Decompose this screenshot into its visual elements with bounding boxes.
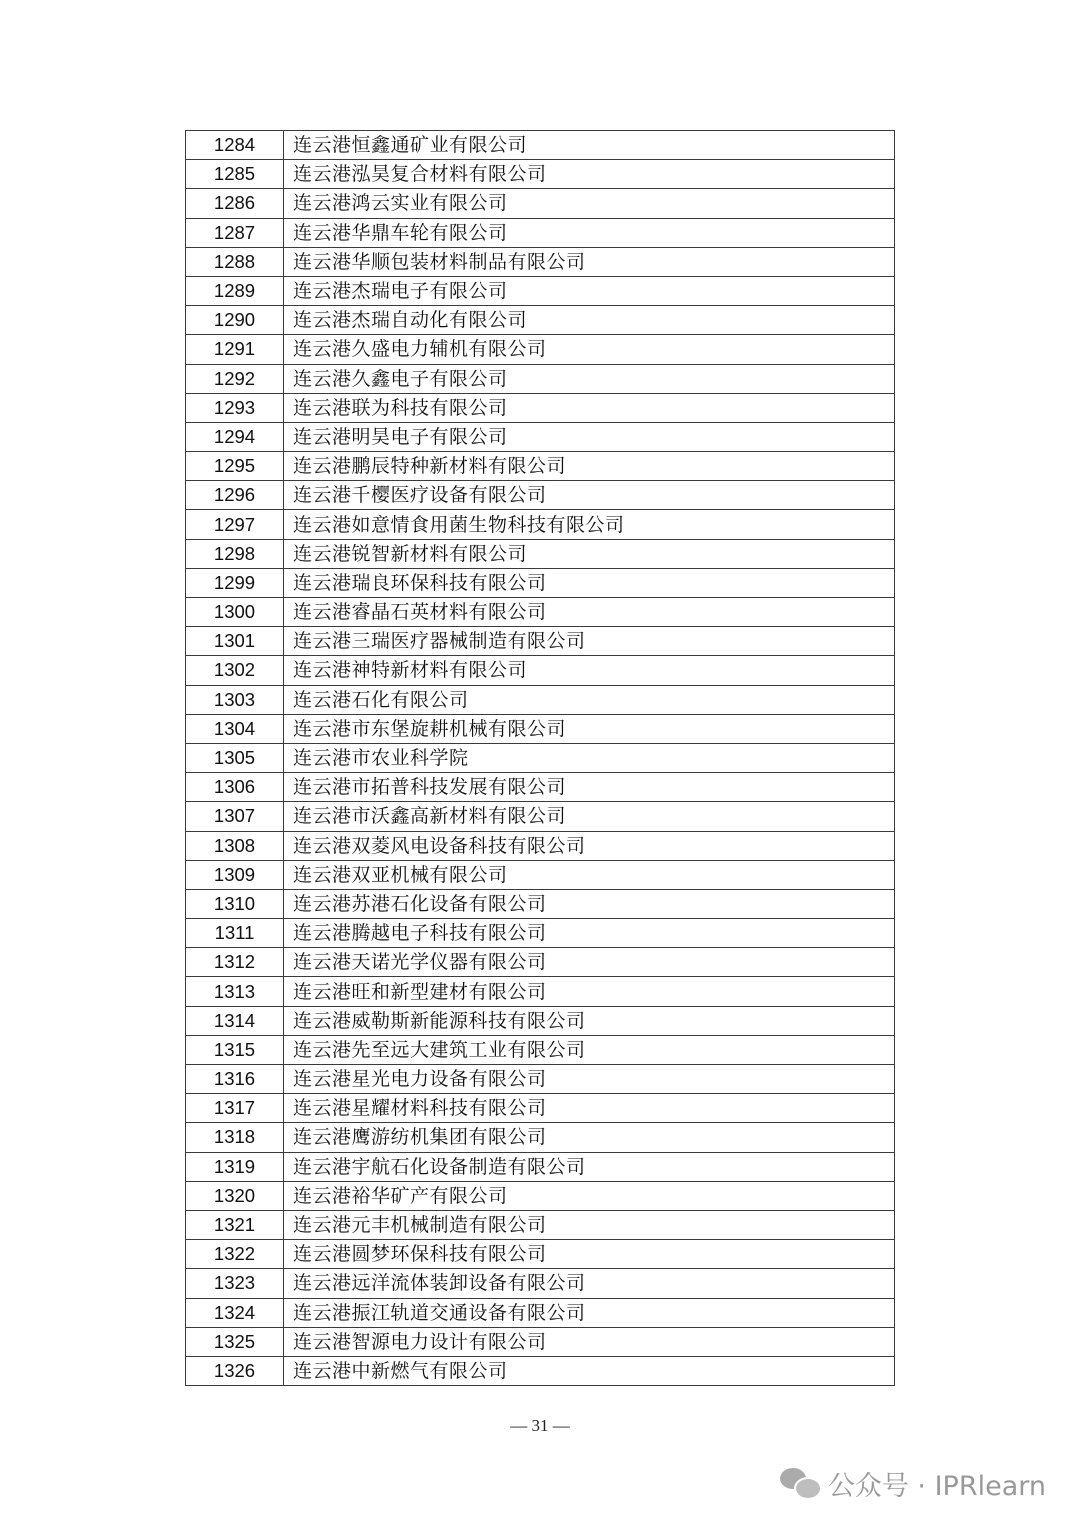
table-row	[186, 218, 895, 247]
company-name: 连云港腾越电子科技有限公司	[284, 919, 895, 948]
company-name: 连云港星光电力设备有限公司	[284, 1065, 895, 1094]
company-name: 连云港联为科技有限公司	[284, 393, 895, 422]
company-name: 连云港锐智新材料有限公司	[284, 539, 895, 568]
company-name: 连云港市沃鑫高新材料有限公司	[284, 802, 895, 831]
company-name: 连云港三瑞医疗器械制造有限公司	[284, 627, 895, 656]
row-number: 1324	[186, 1298, 284, 1327]
table-row	[186, 276, 895, 305]
table-row	[186, 393, 895, 422]
row-number: 1307	[186, 802, 284, 831]
company-name: 连云港市东堡旋耕机械有限公司	[284, 714, 895, 743]
row-number: 1321	[186, 1210, 284, 1239]
table-row	[186, 889, 895, 918]
table-row	[186, 1181, 895, 1210]
company-name: 连云港千樱医疗设备有限公司	[284, 481, 895, 510]
row-number: 1326	[186, 1356, 284, 1385]
row-number: 1287	[186, 218, 284, 247]
row-number: 1295	[186, 452, 284, 481]
row-number: 1319	[186, 1152, 284, 1181]
company-name: 连云港华鼎车轮有限公司	[284, 218, 895, 247]
company-name: 连云港瑞良环保科技有限公司	[284, 568, 895, 597]
row-number: 1309	[186, 860, 284, 889]
table-row	[186, 1123, 895, 1152]
company-name: 连云港华顺包装材料制品有限公司	[284, 247, 895, 276]
row-number: 1323	[186, 1269, 284, 1298]
row-number: 1303	[186, 685, 284, 714]
row-number: 1325	[186, 1327, 284, 1356]
company-name: 连云港宇航石化设备制造有限公司	[284, 1152, 895, 1181]
row-number: 1313	[186, 977, 284, 1006]
table-row	[186, 802, 895, 831]
company-name: 连云港鹏辰特种新材料有限公司	[284, 452, 895, 481]
company-name: 连云港振江轨道交通设备有限公司	[284, 1298, 895, 1327]
company-name: 连云港元丰机械制造有限公司	[284, 1210, 895, 1239]
company-name: 连云港远洋流体装卸设备有限公司	[284, 1269, 895, 1298]
company-name: 连云港杰瑞电子有限公司	[284, 276, 895, 305]
row-number: 1322	[186, 1240, 284, 1269]
table-row	[186, 685, 895, 714]
company-name: 连云港双菱风电设备科技有限公司	[284, 831, 895, 860]
company-name: 连云港智源电力设计有限公司	[284, 1327, 895, 1356]
table-row	[186, 1356, 895, 1385]
company-name: 连云港圆梦环保科技有限公司	[284, 1240, 895, 1269]
company-name: 连云港威勒斯新能源科技有限公司	[284, 1006, 895, 1035]
company-name: 连云港久鑫电子有限公司	[284, 364, 895, 393]
row-number: 1308	[186, 831, 284, 860]
row-number: 1289	[186, 276, 284, 305]
row-number: 1291	[186, 335, 284, 364]
table-row	[186, 189, 895, 218]
row-number: 1286	[186, 189, 284, 218]
company-name: 连云港中新燃气有限公司	[284, 1356, 895, 1385]
row-number: 1312	[186, 948, 284, 977]
watermark-text: 公众号 · IPRlearn	[827, 1470, 1046, 1502]
row-number: 1306	[186, 773, 284, 802]
table-row	[186, 1240, 895, 1269]
table-row	[186, 510, 895, 539]
wechat-icon	[780, 1466, 820, 1500]
table-row	[186, 568, 895, 597]
row-number: 1293	[186, 393, 284, 422]
company-name: 连云港杰瑞自动化有限公司	[284, 306, 895, 335]
row-number: 1296	[186, 481, 284, 510]
row-number: 1320	[186, 1181, 284, 1210]
table-row	[186, 948, 895, 977]
company-name: 连云港双亚机械有限公司	[284, 860, 895, 889]
table-row	[186, 422, 895, 451]
table-row	[186, 714, 895, 743]
table-row	[186, 1006, 895, 1035]
row-number: 1299	[186, 568, 284, 597]
company-name: 连云港恒鑫通矿业有限公司	[284, 131, 895, 160]
company-name: 连云港明昊电子有限公司	[284, 422, 895, 451]
company-name: 连云港泓昊复合材料有限公司	[284, 160, 895, 189]
row-number: 1284	[186, 131, 284, 160]
company-name: 连云港市农业科学院	[284, 743, 895, 772]
row-number: 1294	[186, 422, 284, 451]
table-row	[186, 743, 895, 772]
table-row	[186, 1269, 895, 1298]
row-number: 1300	[186, 598, 284, 627]
row-number: 1285	[186, 160, 284, 189]
row-number: 1301	[186, 627, 284, 656]
table-row	[186, 1298, 895, 1327]
row-number: 1315	[186, 1035, 284, 1064]
company-name: 连云港市拓普科技发展有限公司	[284, 773, 895, 802]
company-name: 连云港先至远大建筑工业有限公司	[284, 1035, 895, 1064]
table-row	[186, 1094, 895, 1123]
table-row	[186, 860, 895, 889]
watermark	[780, 1463, 1046, 1503]
row-number: 1305	[186, 743, 284, 772]
company-name: 连云港神特新材料有限公司	[284, 656, 895, 685]
company-name: 连云港裕华矿产有限公司	[284, 1181, 895, 1210]
table-row	[186, 1065, 895, 1094]
row-number: 1290	[186, 306, 284, 335]
company-name: 连云港久盛电力辅机有限公司	[284, 335, 895, 364]
company-list-table	[185, 130, 895, 1386]
table-row	[186, 977, 895, 1006]
table-row	[186, 598, 895, 627]
row-number: 1317	[186, 1094, 284, 1123]
row-number: 1297	[186, 510, 284, 539]
company-name: 连云港睿晶石英材料有限公司	[284, 598, 895, 627]
company-name: 连云港天诺光学仪器有限公司	[284, 948, 895, 977]
company-name: 连云港苏港石化设备有限公司	[284, 889, 895, 918]
table-row	[186, 481, 895, 510]
row-number: 1311	[186, 919, 284, 948]
row-number: 1288	[186, 247, 284, 276]
table-row	[186, 131, 895, 160]
company-name: 连云港星耀材料科技有限公司	[284, 1094, 895, 1123]
row-number: 1310	[186, 889, 284, 918]
table-row	[186, 335, 895, 364]
company-name: 连云港鹰游纺机集团有限公司	[284, 1123, 895, 1152]
row-number: 1316	[186, 1065, 284, 1094]
table-row	[186, 1152, 895, 1181]
row-number: 1304	[186, 714, 284, 743]
row-number: 1314	[186, 1006, 284, 1035]
table-row	[186, 1210, 895, 1239]
table-row	[186, 627, 895, 656]
row-number: 1318	[186, 1123, 284, 1152]
row-number: 1292	[186, 364, 284, 393]
table-row	[186, 656, 895, 685]
table-row	[186, 773, 895, 802]
row-number: 1302	[186, 656, 284, 685]
company-name: 连云港旺和新型建材有限公司	[284, 977, 895, 1006]
company-name: 连云港如意情食用菌生物科技有限公司	[284, 510, 895, 539]
table-row	[186, 1327, 895, 1356]
table-row	[186, 452, 895, 481]
table-row	[186, 831, 895, 860]
table-row	[186, 160, 895, 189]
company-name: 连云港石化有限公司	[284, 685, 895, 714]
table-row	[186, 919, 895, 948]
table-body	[186, 131, 895, 1386]
table-row	[186, 364, 895, 393]
row-number: 1298	[186, 539, 284, 568]
table-row	[186, 539, 895, 568]
table-row	[186, 247, 895, 276]
table-row	[186, 1035, 895, 1064]
page-number: — 31 —	[510, 1416, 570, 1435]
company-name: 连云港鸿云实业有限公司	[284, 189, 895, 218]
table-row	[186, 306, 895, 335]
